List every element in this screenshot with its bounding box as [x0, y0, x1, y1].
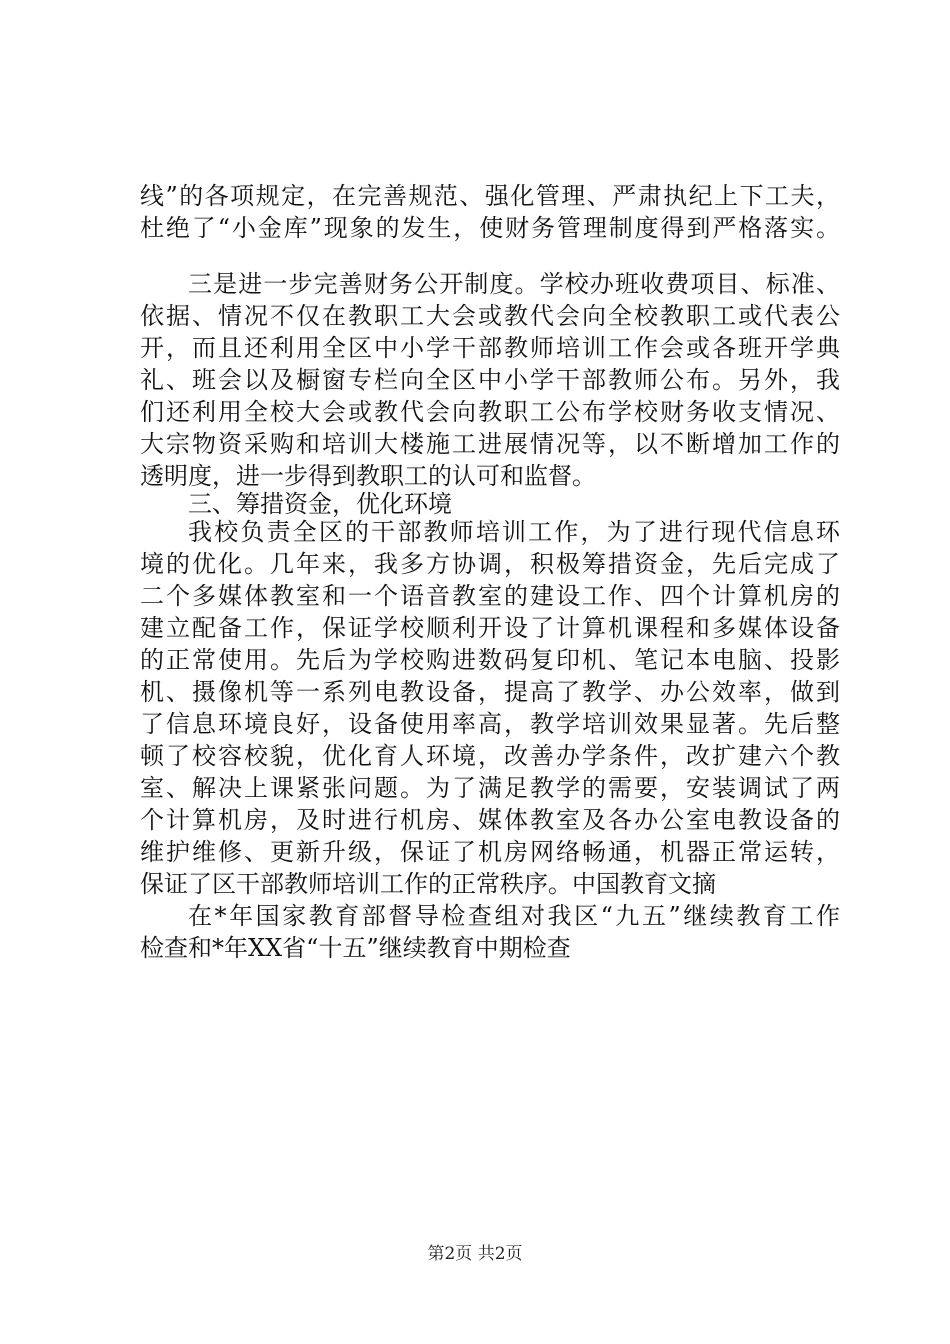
text-line: 室、解决上课紧张问题。为了满足教学的需要，安装调试了两 — [140, 774, 840, 802]
text-line: 透明度，进一步得到教职工的认可和监督。 — [140, 462, 596, 490]
text-line: 个计算机房，及时进行机房、媒体教室及各办公室电教设备的 — [140, 806, 840, 834]
text-line: 大宗物资采购和培训大楼施工进展情况等，以不断增加工作的 — [140, 430, 840, 458]
text-line: 依据、情况不仅在教职工大会或教代会向全校教职工或代表公 — [140, 302, 840, 330]
text-line: 我校负责全区的干部教师培训工作，为了进行现代信息环 — [188, 518, 840, 546]
text-line: 线”的各项规定，在完善规范、强化管理、严肃执纪上下工夫， — [140, 182, 840, 210]
text-line: 检查和*年XX省“十五”继续教育中期检查 — [140, 934, 571, 962]
text-line: 三是进一步完善财务公开制度。学校办班收费项目、标准、 — [188, 270, 840, 298]
text-line: 顿了校容校貌，优化育人环境，改善办学条件，改扩建六个教 — [140, 742, 840, 770]
text-line: 的正常使用。先后为学校购进数码复印机、笔记本电脑、投影 — [140, 646, 840, 674]
text-line: 维护维修、更新升级，保证了机房网络畅通，机器正常运转， — [140, 838, 840, 866]
text-line: 保证了区干部教师培训工作的正常秩序。中国教育文摘 — [140, 870, 716, 898]
section-heading: 三、筹措资金，优化环境 — [188, 490, 452, 518]
text-line: 机、摄像机等一系列电教设备，提高了教学、办公效率，做到 — [140, 678, 840, 706]
text-line: 建立配备工作，保证学校顺利开设了计算机课程和多媒体设备 — [140, 614, 840, 642]
text-line: 了信息环境良好，设备使用率高，教学培训效果显著。先后整 — [140, 710, 840, 738]
text-line: 礼、班会以及橱窗专栏向全区中小学干部教师公布。另外，我 — [140, 366, 840, 394]
text-line: 在*年国家教育部督导检查组对我区“九五”继续教育工作 — [188, 902, 840, 930]
text-line: 们还利用全校大会或教代会向教职工公布学校财务收支情况、 — [140, 398, 840, 426]
text-line: 二个多媒体教室和一个语音教室的建设工作、四个计算机房的 — [140, 582, 840, 610]
text-line: 境的优化。几年来，我多方协调，积极筹措资金，先后完成了 — [140, 550, 840, 578]
page-number-footer: 第2页 共2页 — [427, 1244, 523, 1264]
text-line: 杜绝了“小金库”现象的发生，使财务管理制度得到严格落实。 — [140, 214, 840, 242]
text-line: 开，而且还利用全区中小学干部教师培训工作会或各班开学典 — [140, 334, 840, 362]
